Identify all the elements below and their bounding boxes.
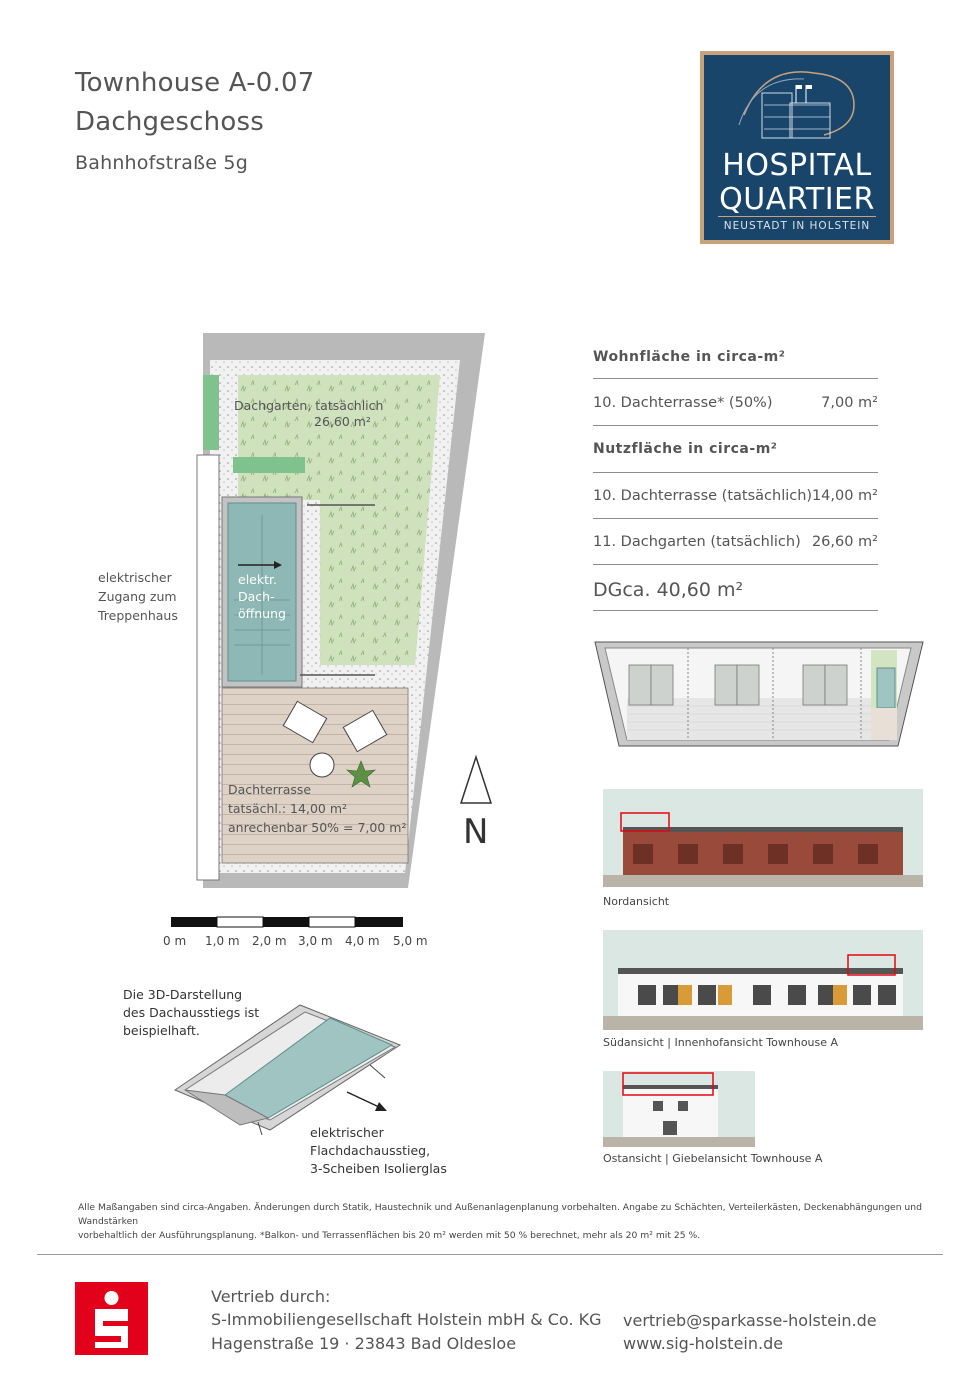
vertrieb-label: Vertrieb durch:: [211, 1287, 331, 1306]
sparkasse-logo-icon: [75, 1282, 148, 1355]
north-arrow-icon: [458, 755, 498, 805]
scale-bar: [170, 916, 406, 928]
terrace-label: Dachterrasse: [228, 782, 312, 797]
floor-name: Dachgeschoss: [75, 107, 264, 137]
scale-label-1: 1,0 m: [205, 934, 240, 948]
page-title: Townhouse A-0.07: [75, 68, 315, 98]
illustration-note: Die 3D-Darstellung des Dachausstiegs ist beispielhaft.: [123, 987, 260, 1038]
east-elevation-caption: Ostansicht | Giebelansicht Townhouse A: [603, 1152, 823, 1165]
access-label-3: Treppenhaus: [98, 608, 178, 623]
logo-name-line1: HOSPITAL: [722, 148, 872, 183]
footer-divider: [37, 1254, 943, 1255]
scale-label-0: 0 m: [163, 934, 187, 948]
roof-hatch-3d: [170, 1000, 410, 1140]
logo-subtitle: NEUSTADT IN HOLSTEIN: [723, 220, 871, 232]
hatch-label-3: öffnung: [238, 606, 286, 621]
nutzflaeche-header: Nutzfläche in circa-m²: [593, 441, 778, 457]
area-row: 10. Dachterrasse* (50%) 7,00 m²: [593, 395, 878, 411]
hatch-label-1: elektr.: [238, 572, 277, 587]
access-label-1: elektrischer: [98, 570, 172, 585]
garden-label: Dachgarten, tatsächlich: [234, 398, 384, 413]
hatch-label-2: Dach-: [238, 589, 275, 604]
terrace-actual: tatsächl.: 14,00 m²: [228, 801, 348, 816]
access-label-2: Zugang zum: [98, 589, 177, 604]
company-name: S-Immobiliengesellschaft Holstein mbH & Co. KG: [211, 1310, 602, 1329]
area-row: 10. Dachterrasse (tatsächlich) 14,00 m²: [593, 488, 878, 504]
garden-area: 26,60 m²: [314, 414, 371, 429]
scale-label-3: 3,0 m: [298, 934, 333, 948]
area-row: 11. Dachgarten (tatsächlich) 26,60 m²: [593, 534, 878, 550]
hospital-quartier-logo: [700, 51, 894, 244]
south-elevation-caption: Südansicht | Innenhofansicht Townhouse A: [603, 1036, 839, 1049]
building-icon: [704, 55, 890, 150]
north-elevation-caption: Nordansicht: [603, 895, 670, 908]
north-label: N: [463, 812, 489, 852]
total-row: DGca. 40,60 m²: [593, 579, 744, 601]
east-elevation: [603, 1071, 755, 1147]
south-elevation: [603, 930, 923, 1030]
website-link[interactable]: www.sig-holstein.de: [623, 1334, 784, 1353]
north-elevation: [603, 789, 923, 887]
roof-overview: [593, 640, 927, 750]
scale-label-5: 5,0 m: [393, 934, 428, 948]
disclaimer: Alle Maßangaben sind circa-Angaben. Änderungen durch Statik, Haustechnik und Außenanlagenplanung vorbehalten. Angabe zu Schächten, Verteilerkästen, Deckenabhängungen und Wandstärken vorbehaltlich der Ausführungsplanung. *Balkon- und Terrassenflächen bis 20 m² werden mit 50 % berechnet, mehr als 20 m² mit 25 %.: [78, 1202, 922, 1241]
address: Bahnhofstraße 5g: [75, 152, 248, 174]
logo-name-line2: QUARTIER: [719, 182, 875, 217]
scale-label-4: 4,0 m: [345, 934, 380, 948]
scale-label-2: 2,0 m: [252, 934, 287, 948]
hatch-description: elektrischer Flachdachausstieg, 3-Scheiben Isolierglas: [310, 1125, 447, 1176]
wohnflaeche-header: Wohnfläche in circa-m²: [593, 349, 786, 365]
arrow-icon: [345, 1090, 390, 1115]
email-link[interactable]: vertrieb@sparkasse-holstein.de: [623, 1311, 877, 1330]
company-address: Hagenstraße 19 · 23843 Bad Oldesloe: [211, 1334, 517, 1353]
terrace-counted: anrechenbar 50% = 7,00 m²: [228, 820, 407, 835]
